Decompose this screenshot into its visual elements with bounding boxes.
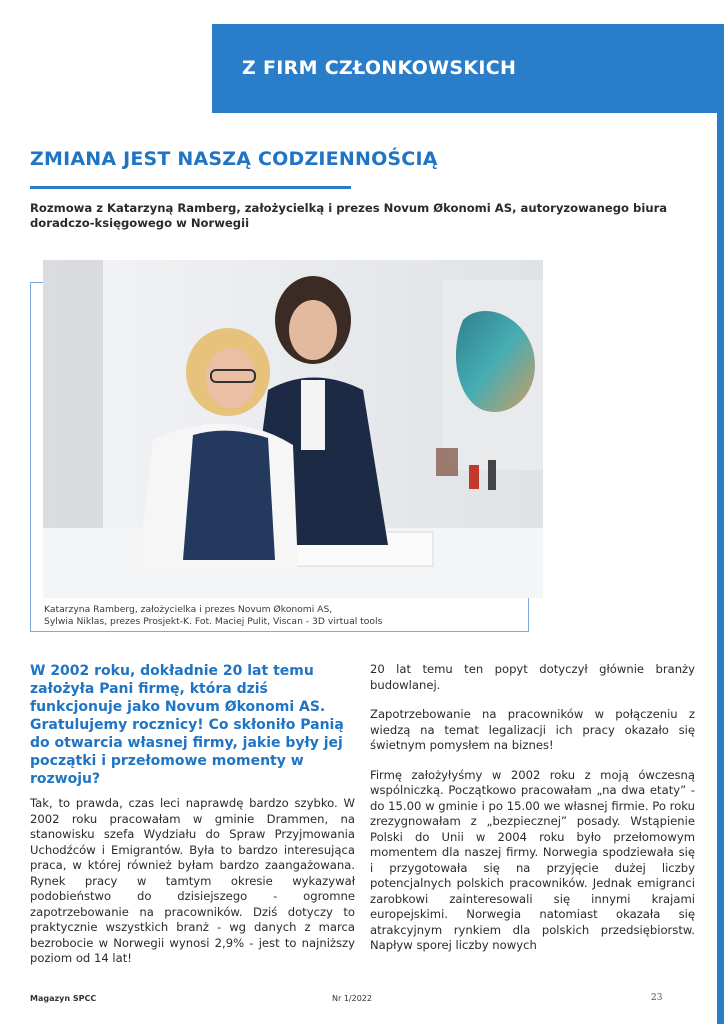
footer-issue: Nr 1/2022	[332, 994, 372, 1003]
footer-magazine: Magazyn SPCC	[30, 994, 97, 1003]
section-label: Z FIRM CZŁONKOWSKICH	[242, 57, 517, 79]
left-column	[30, 662, 355, 981]
paragraph: Zapotrzebowanie na pracowników w połączeniu z wiedzą na temat legalizacji ich pracy okazało się świetnym pomysłem na biznes!	[370, 707, 695, 752]
interview-question: W 2002 roku, dokładnie 20 lat temu założyła Pani firmę, która dziś funkcjonuje jako Novum Økonomi AS. Gratulujemy rocznicy! Co skłoniło Panią do otwarcia własnej firmy, jakie były jej początki i przełomowe momenty w rozwoju?	[30, 663, 344, 787]
caption-line: Katarzyna Ramberg, założycielka i prezes Novum Økonomi AS,	[44, 604, 333, 615]
title-underline	[30, 186, 351, 189]
photo-illustration	[43, 260, 543, 598]
page-number: 23	[651, 993, 663, 1003]
right-column	[370, 662, 695, 968]
side-accent-bar	[717, 24, 724, 1024]
caption-line: Sylwia Niklas, prezes Prosjekt-K. Fot. Maciej Pulit, Viscan - 3D virtual tools	[44, 616, 383, 627]
photo-caption	[44, 604, 524, 628]
article-title: ZMIANA JEST NASZĄ CODZIENNOŚCIĄ	[30, 148, 438, 170]
paragraph: Firmę założyłyśmy w 2002 roku z moją ówczesną wspólniczką. Początkowo pracowałam „na dwa etaty” - do 15.00 w gminie i po 15.00 we własnej firmie. Po roku zrezygnowałam z „bezpiecznej” posady. Wstąpienie Polski do Unii w 2004 roku było przełomowym momentem dla naszej firmy. Norwegia spodziewała się i przygotowała się na przyjęcie dużej liczby potencjalnych polskich pracowników. Jednak emigranci zarobkowi zainteresowali się innymi krajami europejskimi. Norwegia natomiast okazała się atrakcyjnym rynkiem dla polskich przedsiębiorstw. Napływ sporej liczby nowych	[370, 767, 695, 952]
paragraph: 20 lat temu ten popyt dotyczył głównie branży budowlanej.	[370, 662, 695, 692]
interview-answer: Tak, to prawda, czas leci naprawdę bardzo szybko. W 2002 roku pracowałam w gminie Drammen, na stanowisku szefa Wydziału do Spraw Przyjmowania Uchodźców i Emigrantów. Była to bardzo interesująca praca, w której również byłam bardzo zaangażowana. Rynek pracy w tamtym okresie wykazywał podobieństwo do dzisiejszego - ogromne zapotrzebowanie na pracowników. Dziś dotyczy to praktycznie wszystkich branż - wg danych z marca bezrobocie w Norwegii wynosi 2,9% - jest to najniższy poziom od 14 lat!	[30, 796, 355, 965]
article-photo	[43, 260, 543, 598]
section-header-band	[212, 24, 724, 113]
article-lead: Rozmowa z Katarzyną Ramberg, założycielką i prezes Novum Økonomi AS, autoryzowanego biura doradczo-księgowego w Norwegii	[30, 201, 668, 230]
